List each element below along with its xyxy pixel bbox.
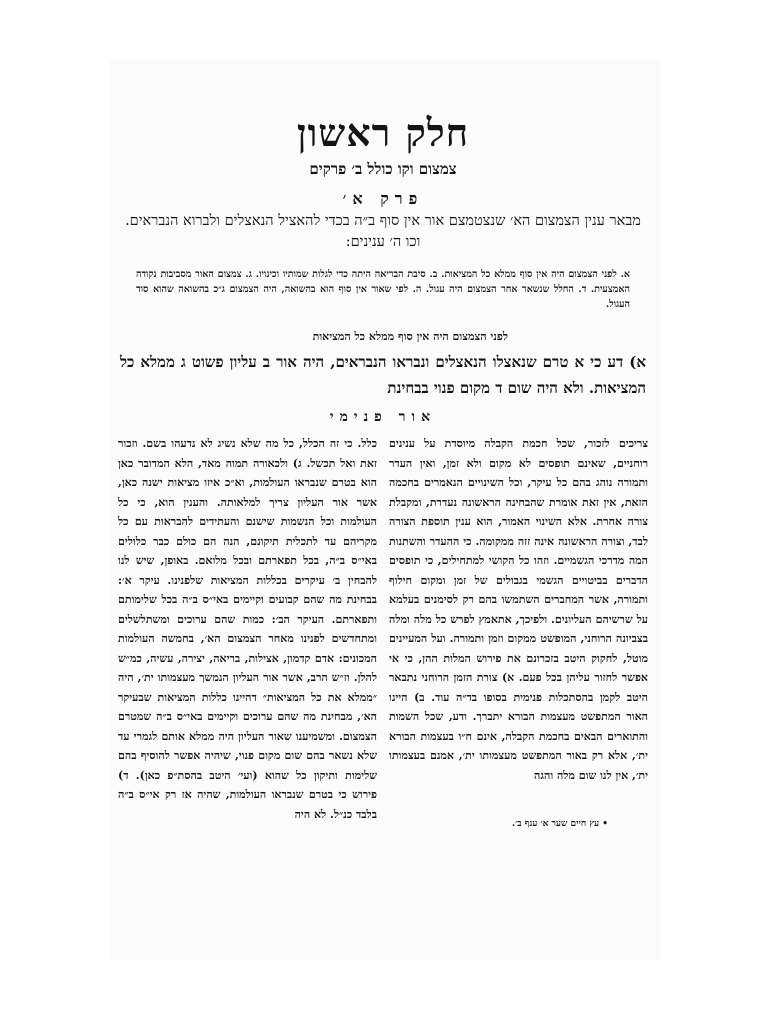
commentary-columns <box>118 434 648 835</box>
main-text-paragraph: א) דע כי א טרם שנאצלו הנאצלים ונבראו הנבראים, היה אור ב עליון פשוט ג ממלא כל המציאות. ולא היה שום ד מקום פנוי בבחינת <box>120 353 646 397</box>
commentary-column-left <box>118 434 377 835</box>
commentary-column-right <box>389 434 648 835</box>
commentary-title: אור פנימי <box>329 409 437 425</box>
chapter-heading: פרק א׳ <box>342 189 424 208</box>
part-subtitle: צמצום וקו כולל ב׳ פרקים <box>309 160 457 178</box>
document-content <box>118 110 648 835</box>
section-heading: לפני הצמצום היה אין סוף ממלא כל המציאות <box>312 330 508 343</box>
footnote: • עץ חיים שער א׳ ענף ב׳. <box>512 819 608 829</box>
commentary-left-text: כלל. כי זה הכלל, כל מה שלא נשיג לא נדעהו בשם. וזכור זאת ואל תכשל. ג) ולכאורה תמוה מאד, הלא המדובר כאן הוא בטרם שנבראו העולמות, וא״כ איזו מציאות ישנה כאן, אשר אור העליון צריך למלאותה. והענין הוא, כי כל העולמות וכל הנשמות שישנם והעתידים להבראות עם כל מקריהם עד לתכלית תיקונם, הנה הם כולם כבר כלולים באי״ס ב״ה, בכל תפארתם ובכל מלואם. באופן, שיש לנו להבחין ב׳ עיקרים בכללות המציאות שלפנינו. עיקר א׳: בבחינת מה שהם קבועים וקיימים באי״ס ב״ה בכל שלימותם ותפארתם. העיקר הב׳: כמות שהם ערוכים ומשתלשלים ומתחדשים לפנינו מאחר הצמצום הא׳, בחמשה העולמות המכונים: אדם קדמון, אצילות, בריאה, יצירה, עשיה, כמ״ש להלן. וז״ש הרב, אשר אור העליון הנמשך מעצמותו ית׳, היה ״ממלא את כל המציאות״ דהיינו כללות המציאות שבעיקר הא׳, מבחינת מה שהם ערוכים וקיימים באי״ס ב״ה שמטרם הצמצום. ומשמיענו שאור העליון היה ממלא אותם לגמרי עד שלא נשאר בהם שום מקום פנוי, שיהיה אפשר להוסיף בהם שלימות ותיקון כל שהוא (ועי׳ היטב בהסת״פ כאן). ד) פירוש כי בטרם שנבראו העולמות, שהיה אז רק אי״ס ב״ה בלבד כנ״ל. לא היה <box>118 437 377 821</box>
chapter-topics-summary: א. לפני הצמצום היה אין סוף ממלא כל המציאות. ב. סיבת הבריאה היתה כדי לגלות שמותיו וכינויו. ג. צמצום האור מסביבות נקודה האמצעית. ד. החלל שנשאר אחר הצמצום היה עגול. ה. לפי שאור אין סוף הוא בהשואה, היה הצמצום ג״כ בהשואה שהוא סוד העגול. <box>136 269 630 310</box>
chapter-intro: מבאר ענין הצמצום הא׳ שנצטמצם אור אין סוף ב״ה בכדי להאציל הנאצלים ולברוא הנבראים. וכו ה׳ ענינים: <box>125 213 641 250</box>
commentary-right-text: צריכים לזכור, שכל חכמת הקבלה מיוסדת על ענינים רוחניים, שאינם תופסים לא מקום ולא זמן, ואין העדר ותמורה נוהג בהם כל עיקר, וכל השינויים הנאמרים בחכמה הזאת, אין זאת אומרת שהבחינה הראשונה נעדרת, ומקבלת צורה אחרת. אלא השינוי האמור, הוא ענין תוספת הצורה לבד, וצורה הראשונה אינה זזה ממקומה. כי ההעדר והשתנות המה מדרכי הגשמיים. וזהו כל הקושי למתחילים, כי תופסים הדברים בביטויים הגשמי בגבולים של זמן ומקום חילוף ותמורה, אשר המחברים השתמשו בהם רק לסימנים בעלמא על שרשיהם העליונים. ולפיכך, אתאמץ לפרש כל מלה ומלה בצביונה הרוחני, המופשט ממקום וזמן ותמורה. ועל המעיינים מוטל, לחקוק היטב בזכרונם את פירוש המלות ההן, כי אי אפשר לחזור עליהן בכל פעם. א) צורת הזמן הרוחני נתבאר היטב לקמן בהסתכלות פנימית בסופו בד״ה עוד. ב) היינו האור המתפשט מעצמות הבורא יתברך. ודע, שכל השמות והתוארים הבאים בחכמת הקבלה, אינם ח״ו בעצמות הבורא ית׳, אלא רק באור המתפשט מעצמותו ית׳, אמנם בעצמותו ית׳, אין לנו שום מלה והגה <box>389 437 648 782</box>
part-title: חלק ראשון <box>296 110 470 155</box>
